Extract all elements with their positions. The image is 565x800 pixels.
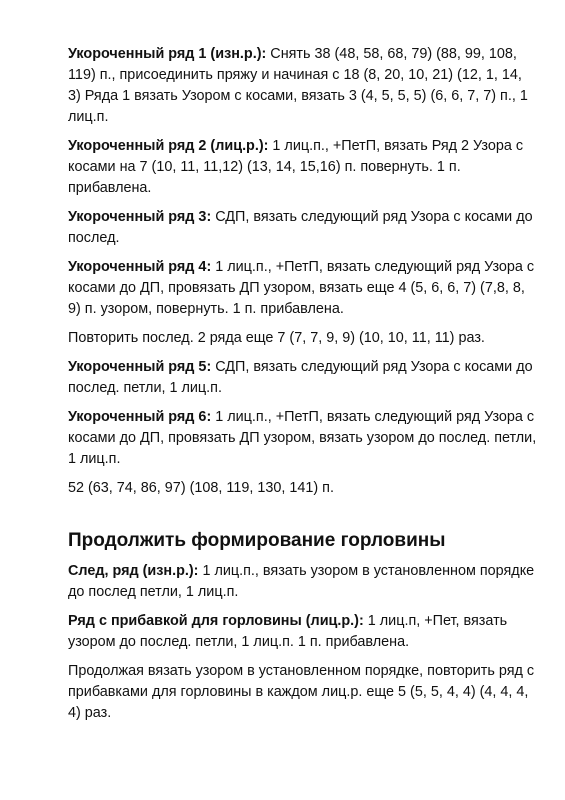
paragraph-text: 52 (63, 74, 86, 97) (108, 119, 130, 141) п.: [68, 480, 334, 496]
paragraph-text: СДП, вязать следующий ряд Узора с косами до послед.: [68, 209, 533, 246]
paragraph-label: Укороченный ряд 1 (изн.р.):: [68, 46, 267, 62]
paragraph-short-row-1: [68, 44, 538, 128]
paragraph-short-row-5: [68, 357, 538, 399]
paragraph-label: След, ряд (изн.р.):: [68, 563, 199, 579]
paragraph-label: Укороченный ряд 4:: [68, 259, 212, 275]
paragraph-short-row-2: [68, 136, 538, 199]
document-page: [68, 44, 538, 732]
paragraph-short-row-4: [68, 257, 538, 320]
paragraph-text: 1 лиц.п., +ПетП, вязать Ряд 2 Узора с косами на 7 (10, 11, 11,12) (13, 14, 15,16) п. повернуть. 1 п. прибавлена.: [68, 138, 524, 196]
paragraph-short-row-3: [68, 207, 538, 249]
paragraph-text: 1 лиц.п., +ПетП, вязать следующий ряд Узора с косами до ДП, провязать ДП узором, вязать узором до послед. петли, 1 лиц.п.: [68, 409, 537, 467]
paragraph-text: Продолжая вязать узором в установленном порядке, повторить ряд с прибавками для горловины в каждом лиц.р. еще 5 (5, 5, 4, 4) (4, 4, 4, 4) раз.: [68, 663, 535, 721]
paragraph-text: Снять 38 (48, 58, 68, 79) (88, 99, 108, 119) п., присоединить пряжу и начиная с 18 (8, 20, 10, 21) (12, 1, 14, 3) Ряда 1 вязать Узором с косами, вязать 3 (4, 5, 5, 5) (6, 6, 7, 7) п., 1 лиц.п.: [68, 46, 528, 125]
paragraph-label: Укороченный ряд 6:: [68, 409, 212, 425]
paragraph-short-row-6: [68, 407, 538, 470]
paragraph-text: 1 лиц.п., +ПетП, вязать следующий ряд Узора с косами до ДП, провязать ДП узором, вязать еще 4 (5, 6, 6, 7) (7,8, 8, 9) п. узором, повернуть. 1 п. прибавлена.: [68, 259, 535, 317]
paragraph-label: Укороченный ряд 3:: [68, 209, 212, 225]
paragraph-label: Укороченный ряд 2 (лиц.р.):: [68, 138, 269, 154]
paragraph-next-row: [68, 561, 538, 603]
paragraph-stitch-count: [68, 478, 538, 499]
paragraph-label: Ряд с прибавкой для горловины (лиц.р.):: [68, 613, 364, 629]
paragraph-text: 1 лиц.п, +Пет, вязать узором до послед. петли, 1 лиц.п. 1 п. прибавлена.: [68, 613, 508, 650]
paragraph-text: СДП, вязать следующий ряд Узора с косами до послед. петли, 1 лиц.п.: [68, 359, 533, 396]
paragraph-text: Повторить послед. 2 ряда еще 7 (7, 7, 9, 9) (10, 10, 11, 11) раз.: [68, 330, 485, 346]
paragraph-neck-increase-row: [68, 611, 538, 653]
paragraph-repeat-rows: [68, 328, 538, 349]
paragraph-continue-pattern: [68, 661, 538, 724]
paragraph-text: 1 лиц.п., вязать узором в установленном порядке до послед петли, 1 лиц.п.: [68, 563, 535, 600]
paragraph-label: Укороченный ряд 5:: [68, 359, 212, 375]
section-heading: Продолжить формирование горловины: [68, 530, 446, 551]
